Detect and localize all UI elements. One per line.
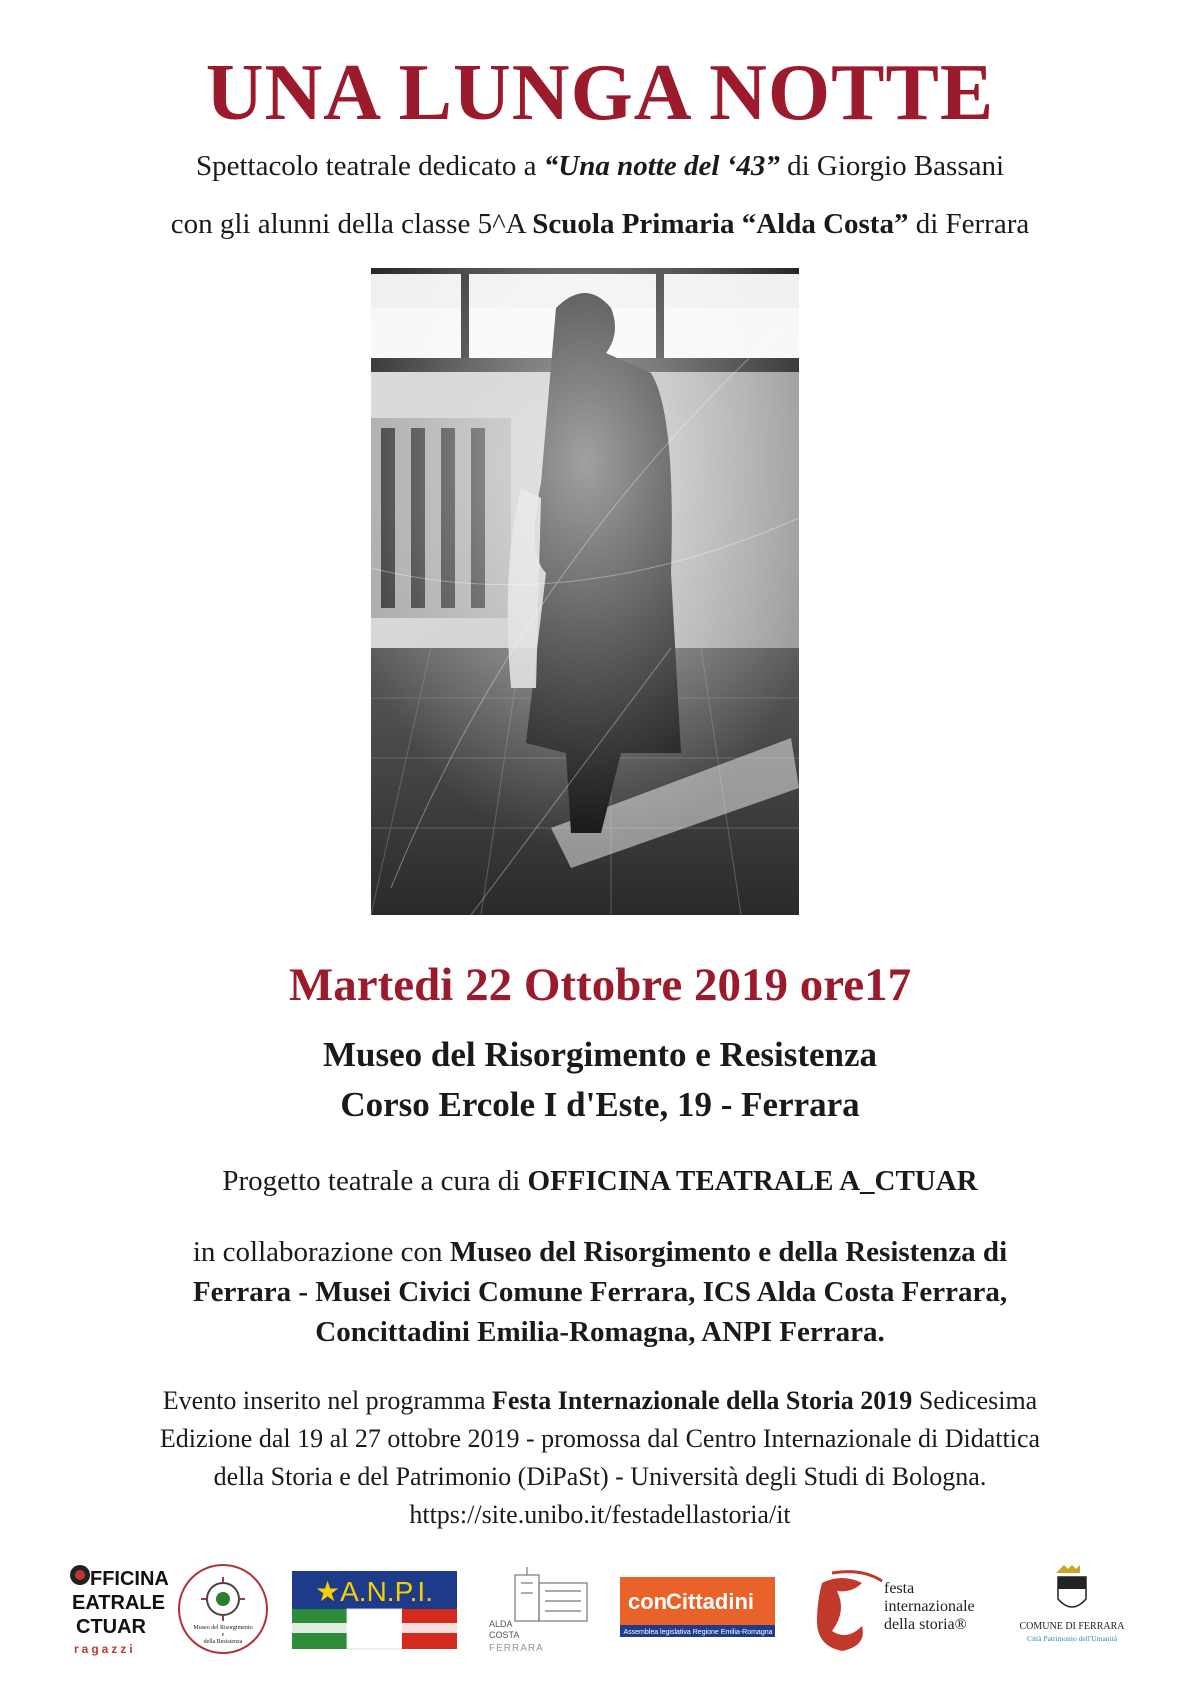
- school-line-3: FERRARA: [489, 1643, 544, 1654]
- comune-line-1: COMUNE DI FERRARA: [1019, 1621, 1125, 1632]
- comune-logo: [1010, 1563, 1135, 1655]
- author-text: di Giorgio Bassani: [779, 150, 1005, 182]
- dragon-icon: [817, 1572, 882, 1651]
- poster-photo: [371, 268, 799, 915]
- museum-seal-icon: [175, 1563, 271, 1655]
- class-text: con gli alunni della classe 5^A: [170, 208, 533, 240]
- project-org: OFFICINA TEATRALE A_CTUAR: [527, 1165, 978, 1197]
- school-name: Scuola Primaria “Alda Costa”: [532, 208, 909, 240]
- event-prefix: Evento inserito nel programma: [162, 1386, 493, 1415]
- school-logo: [485, 1563, 593, 1655]
- officina-logo: [68, 1563, 169, 1656]
- collaboration-line-1: [0, 1236, 1200, 1269]
- concittadini-sub: Assemblea legislativa Regione Emilia-Romagna: [623, 1629, 773, 1636]
- school-building-icon: [485, 1563, 593, 1655]
- anpi-text: ★A.N.P.I.: [315, 1576, 433, 1607]
- festa-logo: [812, 1563, 982, 1655]
- school-line-1: ALDA: [489, 1619, 513, 1629]
- festa-line-2: internazionale: [884, 1598, 975, 1615]
- comune-line-2: Città Patrimonio dell'Umanità: [1026, 1634, 1118, 1643]
- collaboration-prefix: in collaborazione con: [192, 1236, 450, 1268]
- book-title: “Una notte del ‘43”: [543, 150, 780, 182]
- officina-line-2: EATRALE: [72, 1592, 165, 1614]
- venue-address: Corso Ercole I d'Este, 19 - Ferrara: [340, 1085, 860, 1124]
- subtitle-line-1: [0, 150, 1200, 183]
- museo-line-1: Museo del Risorgimento: [193, 1625, 253, 1631]
- museo-line-2: e: [221, 1632, 225, 1638]
- theatre-mask-icon: [68, 1563, 169, 1656]
- officina-line-3: CTUAR: [76, 1616, 146, 1638]
- subtitle-line-2: [0, 208, 1200, 241]
- school-line-2: COSTA: [489, 1630, 520, 1640]
- concittadini-name: Cittadini: [666, 1589, 754, 1614]
- concittadini-logo: [620, 1563, 775, 1655]
- event-line-3: della Storia e del Patrimonio (DiPaSt) - Università degli Studi di Bologna.: [213, 1462, 987, 1491]
- project-line: [0, 1165, 1200, 1198]
- collaboration-partner: Museo del Risorgimento e della Resistenza di: [449, 1236, 1008, 1268]
- festa-line-1: festa: [884, 1580, 915, 1597]
- museo-logo: [175, 1563, 271, 1655]
- museo-line-3: della Resistenza: [203, 1639, 243, 1645]
- event-edition: Sedicesima: [912, 1386, 1038, 1415]
- festival-name: Festa Internazionale della Storia 2019: [492, 1386, 913, 1415]
- project-prefix: Progetto teatrale a cura di: [222, 1165, 528, 1197]
- event-line-2: Edizione dal 19 al 27 ottobre 2019 - promossa dal Centro Internazionale di Didattica: [159, 1424, 1041, 1453]
- concittadini-con: con: [628, 1589, 668, 1614]
- officina-line-1: FFICINA: [90, 1568, 169, 1590]
- venue-name: Museo del Risorgimento e Resistenza: [322, 1035, 878, 1074]
- italian-flag-icon: [292, 1563, 457, 1655]
- event-date: Martedi 22 Ottobre 2019 ore17: [288, 959, 912, 1011]
- festa-line-3: della storia®: [884, 1616, 967, 1633]
- collaboration-line-3: Concittadini Emilia-Romagna, ANPI Ferrara.: [315, 1316, 885, 1348]
- city-crest-icon: [1056, 1565, 1086, 1607]
- collaboration-line-2: Ferrara - Musei Civici Comune Ferrara, ICS Alda Costa Ferrara,: [192, 1276, 1008, 1308]
- event-url[interactable]: https://site.unibo.it/festadellastoria/it: [409, 1500, 791, 1529]
- city-text: di Ferrara: [908, 208, 1030, 240]
- anpi-logo: [292, 1563, 457, 1655]
- event-line-1: [0, 1386, 1200, 1416]
- subtitle-text: Spettacolo teatrale dedicato a: [195, 150, 544, 182]
- poster-title: UNA LUNGA NOTTE: [205, 49, 995, 137]
- officina-tag: ragazzi: [74, 1642, 136, 1656]
